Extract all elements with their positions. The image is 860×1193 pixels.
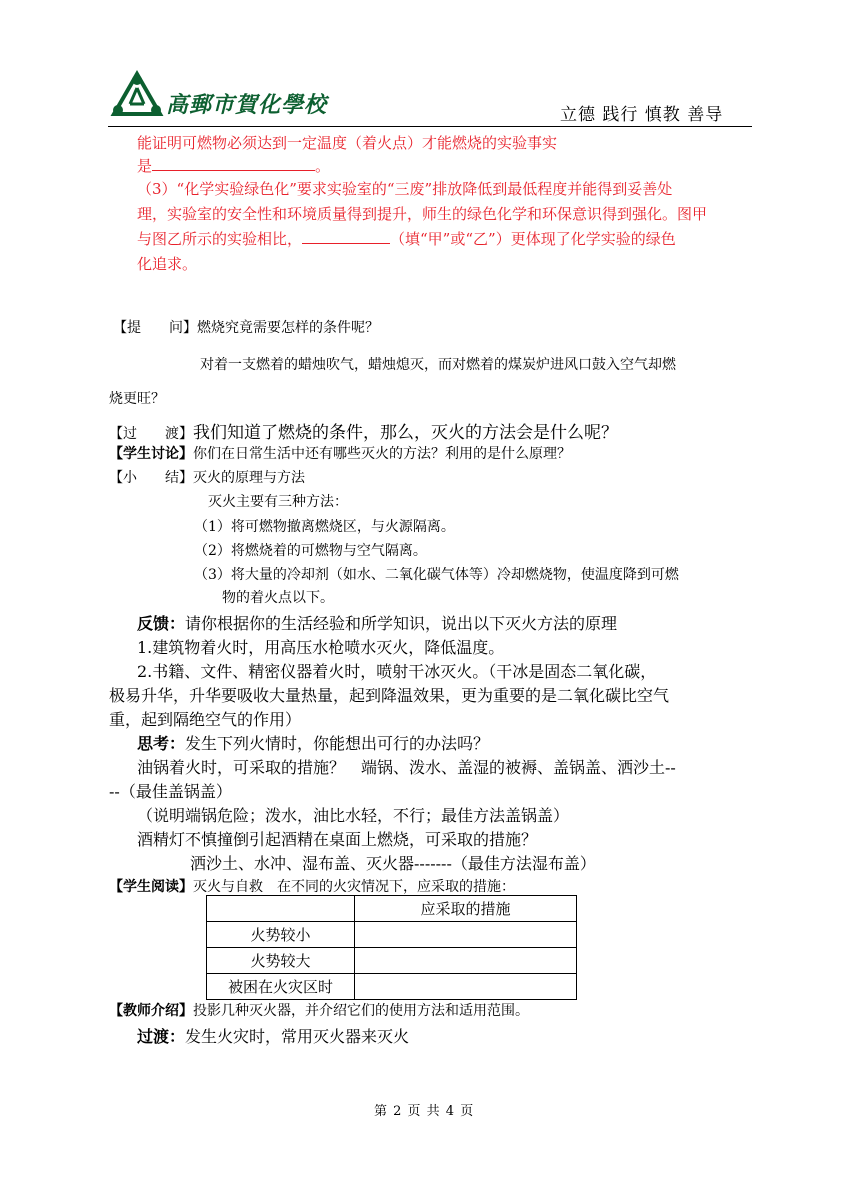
- school-logo-icon: [108, 70, 166, 120]
- school-name: 高郵市賀化學校: [166, 92, 328, 118]
- answer-blank-2[interactable]: [302, 229, 390, 244]
- thinking-line: [137, 731, 489, 754]
- red-line-3: （3）“化学实验绿色化”要求实验室的“三废”排放降低到最低程度并能得到妥善处: [137, 180, 673, 198]
- summary-line: [109, 467, 305, 487]
- summary-text: 灭火的原理与方法: [193, 470, 305, 486]
- table-header-cell: [207, 896, 355, 922]
- discussion-tag: 【学生讨论】: [109, 446, 193, 462]
- table-cell: 被困在火灾区时: [207, 974, 355, 1000]
- red-line-5-suffix: （填“甲”或“乙”）更体现了化学实验的绿色: [390, 230, 676, 248]
- reading-line: [109, 876, 515, 896]
- teacher-tag: 【教师介绍】: [109, 1003, 193, 1019]
- discussion-line: [109, 443, 571, 463]
- thinking-text: 发生下列火情时，你能想出可行的办法吗？: [185, 734, 490, 753]
- teacher-text: 投影几种灭火器，并介绍它们的使用方法和适用范围。: [193, 1003, 529, 1019]
- school-motto: 立德 践行 慎教 善导: [560, 105, 724, 125]
- fire-measures-table: [206, 895, 577, 1000]
- red-line-1: 能证明可燃物必须达到一定温度（着火点）才能燃烧的实验事实: [137, 134, 558, 152]
- table-row: [207, 974, 577, 1000]
- red-line-4: 理，实验室的安全性和环境质量得到提升，师生的绿色化学和环保意识得到强化。图甲: [137, 205, 708, 223]
- thinking-p1: 油锅着火时，可采取的措施？ 端锅、泼水、盖湿的被褥、盖锅盖、洒沙土--: [137, 758, 676, 777]
- summary-item-3: （3）将大量的冷却剂（如水、二氧化碳气体等）冷却燃烧物，使温度降到可燃: [194, 567, 679, 583]
- transition-tag: 【过 渡】: [109, 426, 193, 442]
- teacher-line: [109, 1000, 529, 1020]
- table-header-cell: 应采取的措施: [355, 896, 577, 922]
- transition-line-2: [137, 1024, 409, 1047]
- transition-line-1: [109, 418, 618, 443]
- feedback-label: 反馈：: [137, 614, 186, 633]
- feedback-p2: 2.书籍、文件、精密仪器着火时，喷射干冰灭火。（干冰是固态二氧化碳，: [137, 662, 657, 681]
- summary-item-3-cont: 物的着火点以下。: [222, 590, 334, 606]
- table-header-row: [207, 896, 577, 922]
- feedback-line: [137, 611, 617, 634]
- thinking-p4: 酒精灯不慎撞倒引起酒精在桌面上燃烧，可采取的措施？: [137, 830, 538, 849]
- discussion-text: 你们在日常生活中还有哪些灭火的方法？利用的是什么原理？: [193, 446, 571, 462]
- transition2-label: 过渡：: [137, 1027, 186, 1046]
- page-number: 第 2 页 共 4 页: [374, 1104, 475, 1119]
- answer-blank-1[interactable]: [152, 156, 315, 171]
- red-line-6: 化追求。: [137, 255, 198, 273]
- summary-tag: 【小 结】: [109, 470, 193, 486]
- table-cell[interactable]: [355, 948, 577, 974]
- transition2-text: 发生火灾时，常用灭火器来灭火: [185, 1027, 410, 1046]
- red-line-2: [137, 155, 330, 176]
- summary-item-1: （1）将可燃物撤离燃烧区，与火源隔离。: [194, 519, 455, 535]
- table-cell[interactable]: [355, 974, 577, 1000]
- thinking-p5: 洒沙土、水冲、湿布盖、灭火器-------（最佳方法湿布盖）: [190, 854, 596, 873]
- header-divider: [108, 126, 752, 127]
- question-line: [113, 317, 379, 337]
- feedback-p1: 1.建筑物着火时，用高压水枪喷水灭火，降低温度。: [137, 638, 505, 657]
- table-row: [207, 948, 577, 974]
- question-tag: 【提 问】: [113, 320, 197, 336]
- question-line-2: 对着一支燃着的蜡烛吹气，蜡烛熄灭，而对燃着的煤炭炉进风口鼓入空气却燃: [200, 357, 676, 373]
- table-cell[interactable]: [355, 922, 577, 948]
- question-text: 燃烧究竟需要怎样的条件呢？: [197, 320, 379, 336]
- question-line-3: 烧更旺？: [109, 391, 165, 407]
- red-line-5: [137, 228, 676, 249]
- red-line-5-prefix: 与图乙所示的实验相比，: [137, 230, 303, 248]
- transition-text: 我们知道了燃烧的条件，那么，灭火的方法会是什么呢？: [193, 423, 618, 443]
- summary-intro: 灭火主要有三种方法：: [208, 494, 348, 510]
- red-line-2-prefix: 是: [137, 157, 153, 175]
- thinking-p2: --（最佳盖锅盖）: [109, 782, 232, 801]
- thinking-p3: （说明端锅危险；泼水，油比水轻，不行；最佳方法盖锅盖）: [137, 806, 570, 825]
- reading-tag: 【学生阅读】: [109, 879, 193, 895]
- feedback-p4: 重，起到隔绝空气的作用）: [109, 710, 302, 729]
- summary-item-2: （2）将燃烧着的可燃物与空气隔离。: [194, 543, 427, 559]
- feedback-text: 请你根据你的生活经验和所学知识，说出以下灭火方法的原理: [185, 614, 618, 633]
- table-row: [207, 922, 577, 948]
- feedback-p3: 极易升华，升华要吸收大量热量，起到降温效果，更为重要的是二氧化碳比空气: [109, 686, 670, 705]
- red-line-2-suffix: 。: [315, 157, 331, 175]
- table-cell: 火势较大: [207, 948, 355, 974]
- thinking-label: 思考：: [137, 734, 186, 753]
- reading-text: 灭火与自救 在不同的火灾情况下，应采取的措施：: [193, 879, 515, 895]
- table-cell: 火势较小: [207, 922, 355, 948]
